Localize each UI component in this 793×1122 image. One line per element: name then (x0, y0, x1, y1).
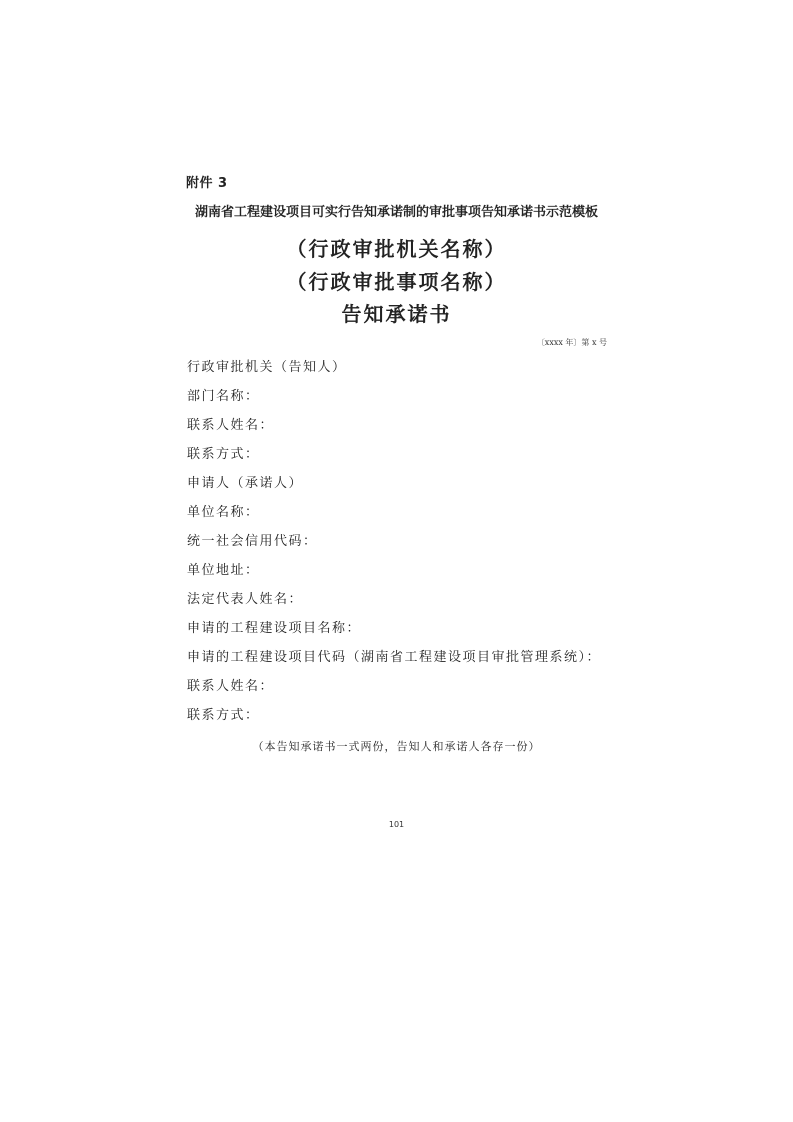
field-unit-name: 单位名称： (187, 505, 260, 520)
field-unit-address: 单位地址： (187, 563, 260, 578)
field-legal-rep-name: 法定代表人姓名： (187, 592, 304, 607)
title-approval-item: （行政审批事项名称） (286, 270, 507, 294)
field-project-code: 申请的工程建设项目代码（湖南省工程建设项目审批管理系统）： (187, 650, 602, 665)
field-applicant-contact-method: 联系方式： (187, 708, 260, 723)
title-commitment-letter: 告知承诺书 (341, 302, 452, 326)
field-authority-contact-name: 联系人姓名： (187, 418, 275, 433)
field-credit-code: 统一社会信用代码： (187, 534, 318, 549)
field-authority-header: 行政审批机关（告知人） (187, 360, 347, 375)
title-approval-authority: （行政审批机关名称） (286, 237, 507, 261)
document-subtitle: 湖南省工程建设项目可实行告知承诺制的审批事项告知承诺书示范模板 (194, 205, 598, 220)
page-number: 101 (388, 820, 405, 829)
field-department-name: 部门名称： (187, 389, 260, 404)
copies-note: （本告知承诺书一式两份，告知人和承诺人各存一份） (252, 740, 541, 753)
field-applicant-header: 申请人（承诺人） (187, 476, 304, 491)
field-authority-contact-method: 联系方式： (187, 447, 260, 462)
attachment-label: 附件 3 (186, 176, 228, 191)
field-project-name: 申请的工程建设项目名称： (187, 621, 362, 636)
document-number: 〔xxxx 年〕第 x 号 (536, 338, 607, 347)
field-applicant-contact-name: 联系人姓名： (187, 679, 275, 694)
form-fields (187, 357, 601, 734)
